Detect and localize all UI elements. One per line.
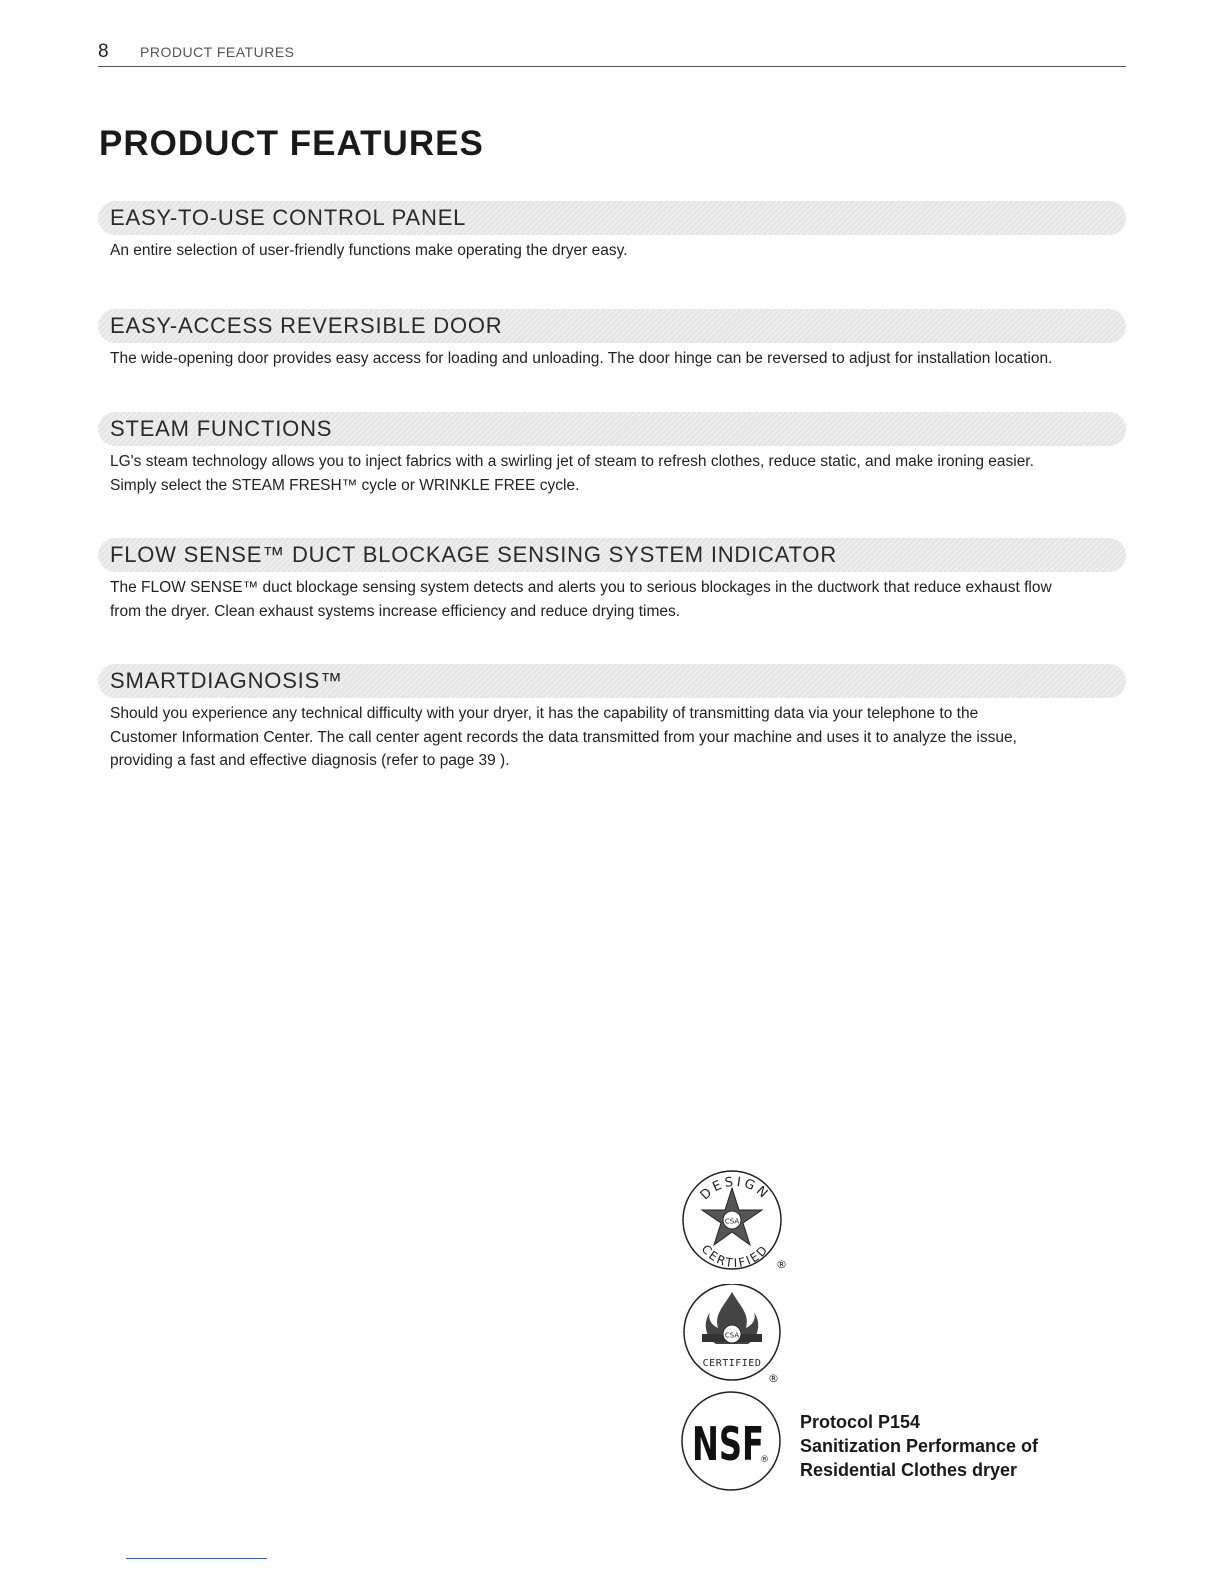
registered-mark: ® bbox=[760, 1455, 769, 1465]
registered-mark: ® bbox=[768, 1372, 779, 1384]
svg-text:CERTIFIED bbox=[699, 1242, 772, 1270]
section-body bbox=[110, 239, 1126, 263]
seal-bottom-text: CERTIFIED bbox=[698, 1241, 772, 1271]
feature-section-smartdiagnosis bbox=[98, 664, 1126, 773]
footer-rule bbox=[126, 1558, 267, 1559]
protocol-caption bbox=[800, 1410, 1038, 1482]
feature-section-flow-sense bbox=[98, 538, 1126, 623]
page-title: PRODUCT FEATURES bbox=[99, 124, 484, 163]
seal-label: CERTIFIED bbox=[702, 1358, 762, 1369]
section-body bbox=[110, 576, 1126, 623]
design-certified-seal-icon bbox=[680, 1168, 790, 1278]
seal-top-text: DESIGN bbox=[697, 1174, 773, 1204]
body-line: The wide-opening door provides easy access for loading and unloading. The door hinge can be reversed to adjust for installation location. bbox=[110, 350, 1053, 367]
body-line: Customer Information Center. The call center agent records the data transmitted from your machine and uses it to analyze the issue, bbox=[110, 728, 1017, 746]
section-title: EASY-TO-USE CONTROL PANEL bbox=[110, 205, 467, 230]
section-title: SMARTDIAGNOSIS™ bbox=[110, 668, 343, 693]
feature-section-reversible-door bbox=[98, 309, 1126, 371]
body-line: Simply select the STEAM FRESH™ cycle or WRINKLE FREE cycle. bbox=[110, 476, 580, 494]
nsf-seal-icon bbox=[680, 1390, 784, 1494]
body-line: LG's steam technology allows you to inject fabrics with a swirling jet of steam to refresh clothes, reduce static, and make ironing easier. bbox=[110, 453, 1034, 470]
feature-section-control-panel bbox=[98, 201, 1126, 263]
feature-section-steam bbox=[98, 412, 1126, 497]
page-number: 8 bbox=[98, 41, 109, 62]
body-line: An entire selection of user-friendly functions make operating the dryer easy. bbox=[110, 242, 628, 259]
protocol-line: Protocol P154 bbox=[800, 1412, 921, 1432]
seal-center-text: CSA bbox=[724, 1331, 740, 1340]
section-body bbox=[110, 347, 1126, 371]
body-line: Should you experience any technical difficulty with your dryer, it has the capability of transmitting data via your telephone to the bbox=[110, 705, 979, 722]
certification-logos bbox=[680, 1168, 1120, 1498]
running-title: PRODUCT FEATURES bbox=[140, 44, 295, 60]
section-banner bbox=[98, 664, 1126, 698]
section-banner bbox=[98, 538, 1126, 572]
body-line: providing a fast and effective diagnosis (refer to page 39 ). bbox=[110, 752, 510, 769]
body-line: The FLOW SENSE™ duct blockage sensing system detects and alerts you to serious blockages in the ductwork that reduce exhaust flow bbox=[110, 579, 1052, 596]
section-body bbox=[110, 450, 1126, 497]
protocol-line: Sanitization Performance of bbox=[800, 1436, 1039, 1456]
section-title: FLOW SENSE™ DUCT BLOCKAGE SENSING SYSTEM INDICATOR bbox=[110, 542, 838, 567]
seal-center-text: CSA bbox=[724, 1217, 740, 1226]
protocol-line: Residential Clothes dryer bbox=[800, 1460, 1018, 1480]
section-title: EASY-ACCESS REVERSIBLE DOOR bbox=[110, 313, 503, 338]
section-banner bbox=[98, 412, 1126, 446]
page-header bbox=[98, 40, 1126, 67]
body-line: from the dryer. Clean exhaust systems increase efficiency and reduce drying times. bbox=[110, 602, 681, 620]
section-body bbox=[110, 702, 1126, 773]
section-title: STEAM FUNCTIONS bbox=[110, 416, 333, 441]
section-banner bbox=[98, 309, 1126, 343]
nsf-text: NSF bbox=[692, 1417, 764, 1471]
section-banner bbox=[98, 201, 1126, 235]
gas-certified-seal-icon bbox=[680, 1284, 790, 1384]
registered-mark: ® bbox=[776, 1258, 787, 1271]
